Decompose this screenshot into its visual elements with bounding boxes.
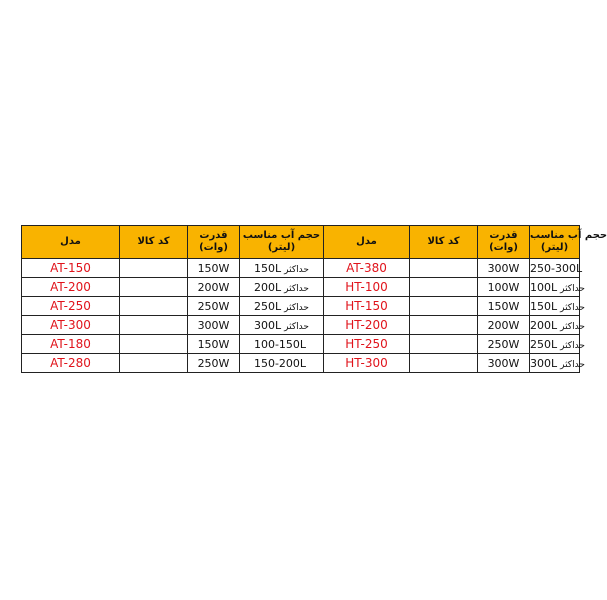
volume-cell	[240, 297, 324, 316]
model-cell: AT-280	[22, 354, 120, 373]
volume-max-label: حداکثر	[560, 283, 585, 294]
model-cell: AT-250	[22, 297, 120, 316]
header-model: مدل	[324, 226, 410, 259]
power-cell: 200W	[188, 278, 240, 297]
volume-max-label: حداکثر	[560, 359, 585, 370]
code-cell	[120, 259, 188, 278]
volume-cell	[530, 335, 585, 354]
code-cell	[410, 354, 478, 373]
power-cell: 300W	[478, 259, 530, 278]
volume-max-label: حداکثر	[284, 302, 309, 313]
table-row	[22, 278, 580, 297]
volume-max-label: حداکثر	[284, 283, 309, 294]
code-cell	[410, 335, 478, 354]
volume-value: 150L	[530, 299, 558, 313]
model-cell: AT-150	[22, 259, 120, 278]
volume-cell	[530, 278, 585, 297]
volume-value: 150L	[254, 261, 282, 275]
power-cell: 100W	[478, 278, 530, 297]
volume-cell	[530, 354, 585, 373]
table-row	[22, 259, 580, 278]
volume-cell	[240, 259, 324, 278]
code-cell	[410, 316, 478, 335]
header-model: مدل	[22, 226, 120, 259]
code-cell	[120, 354, 188, 373]
model-cell: HT-150	[324, 297, 410, 316]
volume-value: 300L	[254, 318, 282, 332]
code-cell	[120, 278, 188, 297]
power-cell: 150W	[188, 335, 240, 354]
volume-cell	[240, 335, 324, 354]
code-cell	[120, 297, 188, 316]
code-cell	[410, 259, 478, 278]
volume-max-label: حداکثر	[560, 302, 585, 313]
power-cell: 150W	[188, 259, 240, 278]
model-cell: AT-180	[22, 335, 120, 354]
code-cell	[410, 278, 478, 297]
table-row	[22, 335, 580, 354]
volume-cell	[240, 316, 324, 335]
power-cell: 250W	[478, 335, 530, 354]
volume-value: 250L	[530, 337, 558, 351]
code-cell	[120, 335, 188, 354]
volume-value: 200L	[254, 280, 282, 294]
volume-max-label: حداکثر	[560, 340, 585, 351]
volume-value: 100L	[530, 280, 558, 294]
volume-max-label: حداکثر	[284, 264, 309, 275]
code-cell	[120, 316, 188, 335]
header-power: قدرت (وات)	[188, 226, 240, 259]
header-code: کد کالا	[120, 226, 188, 259]
model-cell: HT-300	[324, 354, 410, 373]
spec-table-container	[21, 225, 607, 373]
table-row	[22, 354, 580, 373]
volume-value: 150-200L	[253, 356, 307, 370]
header-code: کد کالا	[410, 226, 478, 259]
power-cell: 200W	[478, 316, 530, 335]
spec-table	[21, 225, 607, 373]
model-cell: HT-250	[324, 335, 410, 354]
volume-value: 300L	[530, 356, 558, 370]
volume-cell	[530, 316, 585, 335]
volume-cell	[530, 297, 585, 316]
table-row	[22, 316, 580, 335]
model-cell: HT-100	[324, 278, 410, 297]
volume-max-label: حداکثر	[284, 321, 309, 332]
table-row	[22, 297, 580, 316]
header-row	[22, 226, 580, 259]
model-cell: AT-380	[324, 259, 410, 278]
power-cell: 300W	[188, 316, 240, 335]
power-cell: 150W	[478, 297, 530, 316]
volume-cell	[240, 354, 324, 373]
header-volume: حجم آب مناسب (لیتر)	[530, 226, 580, 259]
volume-value: 200L	[530, 318, 558, 332]
header-volume: حجم آب مناسب (لیتر)	[240, 226, 324, 259]
volume-cell	[240, 278, 324, 297]
model-cell: AT-300	[22, 316, 120, 335]
power-cell: 300W	[478, 354, 530, 373]
volume-max-label: حداکثر	[560, 321, 585, 332]
model-cell: AT-200	[22, 278, 120, 297]
model-cell: HT-200	[324, 316, 410, 335]
volume-value: 100-150L	[253, 337, 307, 351]
code-cell	[410, 297, 478, 316]
power-cell: 250W	[188, 354, 240, 373]
volume-value: 250-300L	[530, 261, 583, 275]
volume-cell	[530, 259, 583, 278]
header-power: قدرت (وات)	[478, 226, 530, 259]
power-cell: 250W	[188, 297, 240, 316]
volume-value: 250L	[254, 299, 282, 313]
